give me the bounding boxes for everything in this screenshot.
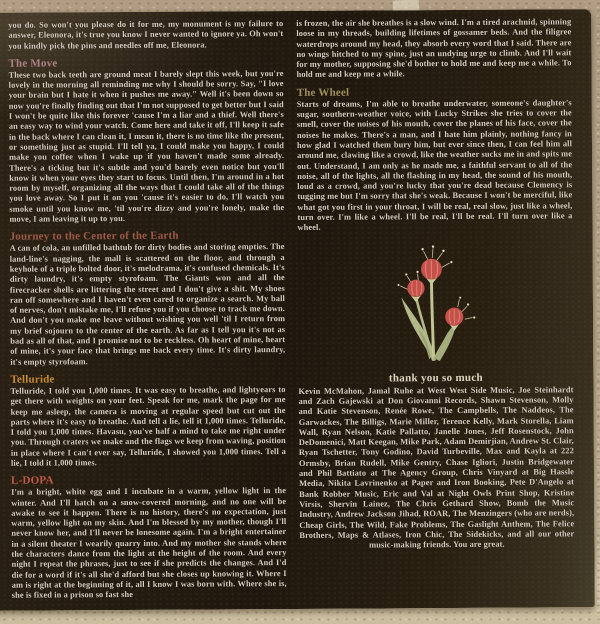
- lyrics-column-right: [296, 17, 575, 603]
- eleonora-lyrics-fragment: you do. So won't you please do it for me, my monument is my failure to answer, Eleonora, it's true you know I never wanted to ignore ya. Oh won't you kindly pick the pins and needles off me, Eleonora.: [8, 19, 284, 51]
- tulips-illustration: [298, 242, 574, 367]
- lyrics-telluride: Telluride, I told you 1,000 times. It was easy to breathe, and lightyears to get there with weights on your feet. Speak for me, mark the page for me keep me asleep, the camera is moving at regular speed but cut out the parts where it's easy to breathe. And tell a lie, tell it 1,000 times. Telluride, I told you 1,000 times. Havasu, you've half a mind to take me right under you. Through craters we make and the flags we keep from waving, position in place where I can't ever say, Telluride, I showed you 1,000 times. Tell a lie, I told it 1,000 times.: [10, 384, 286, 468]
- lyrics-l-dopa-continued: is frozen, the air she breathes is a slow wind. I'm a tired arachnid, spinning loose in my threads, building lifetimes of gossamer beds. And the filigree waterdrops around my head, they absorb every word that I said. There are no wings hitched to my spine, just an undying urge to climb. And I'll wait for my mother, supposing she'd bother to hold me and keep me a while. To hold me and keep me a while.: [296, 17, 572, 80]
- lyrics-the-wheel: Starts of dreams, I'm able to breathe underwater, someone's daughter's sugar, southern-weather voice, with Lucky Strikes she tries to cover the smell, cover the noises of his mouth, cover the planes of his face, cover the noises he makes. There's a man, and I hate him plainly, nothing fancy in how glad I watched them bury him, but ever since then, I can feel him all around me, clawing like a crowd, like the weather sucks me in and spits me out. Understand, I am only as he made me, a faithful servant to all of the noise, all of the lights, all the flashing in my head, the sound of his mouth, loud as a crowd, and you're lucky that you're dead because Clemency is tugging me but I'm sorry that she's weak. Because I won't be merciful, like what got you first in your throat, I will be real, real slow, just like a wheel, turn over. I'm like a wheel. I'll be real, I'll be real. I'll turn over like a wheel.: [296, 98, 573, 233]
- liner-notes-page: [0, 9, 595, 611]
- section-title-l-dopa: L-DOPA: [11, 474, 54, 487]
- thanks-section-title: thank you so much: [388, 371, 483, 385]
- three-tulips-icon: [387, 242, 484, 361]
- lyrics-journey-to-the-center-of-the-earth: A can of cola, an unfilled bathtub for dirty bodies and storing empties. The land-line's nagging, the mall is scattered on the floor, and through a keyhole of a triple bolted door, it's melodrama, it's confused chemicals. It's dirty laundry, it's empty styrofoam. The Giants won and all the firecracker shells are littering the street and I don't give a shit. My shoes ran off somewhere and I haven't even cared to organize a search. My ball of nerves, don't mistake me, I'll refuse you if you choose to track me down. And don't you make me leave without wishing you well 'til I return from my brief sojourn to the center of the earth. As far as I tell you it's not as bad as all of that, and I promise not to be reckless. Oh heart of mine, heart of mine, it's your face that brings me back every time. It's dirty laundry, it's empty styrofoam.: [9, 242, 286, 367]
- section-title-telluride: Telluride: [10, 373, 55, 386]
- section-title-journey-to-the-center-of-the-earth: Journey to the Center of the Earth: [9, 230, 179, 244]
- section-title-the-move: The Move: [8, 57, 58, 70]
- lyrics-the-move: These two back teeth are ground meat I barely slept this week, but you're lovely in the morning all reminding me why I should be sorry. Say, "I love your brain but I hate it when it pushes me away." Well it's been down so now you're finally finding out that I'm not supposed to get better but I said I won't be quite like this forever 'cause I'm a liar and a thief. Well there's an easy way to wind your watch. Come here and take it off, I'll keep it safe in the back where I can clean it, I mean it, there is no time like the present, or something just as stupid. I'll tell ya, I could make you happy, I could make you coffee when I wake up if you haven't made some already. There's a ticking but it's subtle and you'd barely even notice but you'll know it when your eyes they start to focus. Until then, I'm around in a hot room by myself, organizing all the ways that I could take all of the things you love away. So I put it on you 'cause it's easier to do, I'll watch you smoke until you know me, 'til you're dizzy and you're lonely, make the move, I am leaving it up to you.: [8, 68, 285, 224]
- lyrics-column-left: [8, 19, 287, 605]
- thanks-names-list: Kevin McMahon, Jamal Ruhe at West West Side Music, Joe Steinhardt and Zach Gajewski at Don Giovanni Records, Shawn Stevenson, Molly and Katie Stevenson, Renée Rowe, The Campbells, The Naddeos, The Garwackes, The Billigs, Marie Miller, Terence Kelly, Mark Storella, Liam Wall, Ryan Nelson, Katie Pallatto, Janelle Jones, Jeff Rosenstock, John DeDomenici, Matt Keegan, Mike Park, Adam Demirjian, Andrew St. Clair, Ryan Tschetter, Tony Godino, David Turbeville, Max and Kayla at 222 Ormsby, Brian Rudell, Mike Gentry, Chase Igliori, Justin Bridgewater and Phil Battiato at The Agency Group, Chris Vinyard at Big Hassle Media, Nikita Lavrinenko at Paper and Iron Booking, Pete D'Angelo at Bank Robber Music, Eric and Val at Night Owls Print Shop, Kristine Virsis, Shervin Lainez, The Chris Gethard Show, Bomb the Music Industry, Andrew Jackson Jihad, ROAR, The Menzingers (who are nerds), Cheap Girls, The Wild, Fake Problems, The Gaslight Anthem, The Felice Brothers, Maps & Atlases, Iron Chic, The Sidekicks, and all our other music-making friends. You are great.: [298, 384, 575, 550]
- lyrics-l-dopa: I'm a bright, white egg and I incubate in a warm, yellow light in the winter. And I'll hatch on a snow-covered morning, and no one will be awake to see it happen. There is no history, there's no expectation, just warm, yellow light on my skin. And I'm blessed by my mother, though I'll never know her, and I'll never be lonesome again. I'm a bright entertainer in a silent theater I wearily quarry into. And my mother she stands where the characters dance from the light at the height of the room. And every night I repeat the phrases, just to see if she predicts the changes. And I'd die for a word if it's all she'd afford but she closes up knowing it. Where I am is right at the beginning of it, all I know I was born with. Where she is, she is fixed in a prison so fast she: [11, 486, 287, 600]
- section-title-the-wheel: The Wheel: [296, 86, 350, 99]
